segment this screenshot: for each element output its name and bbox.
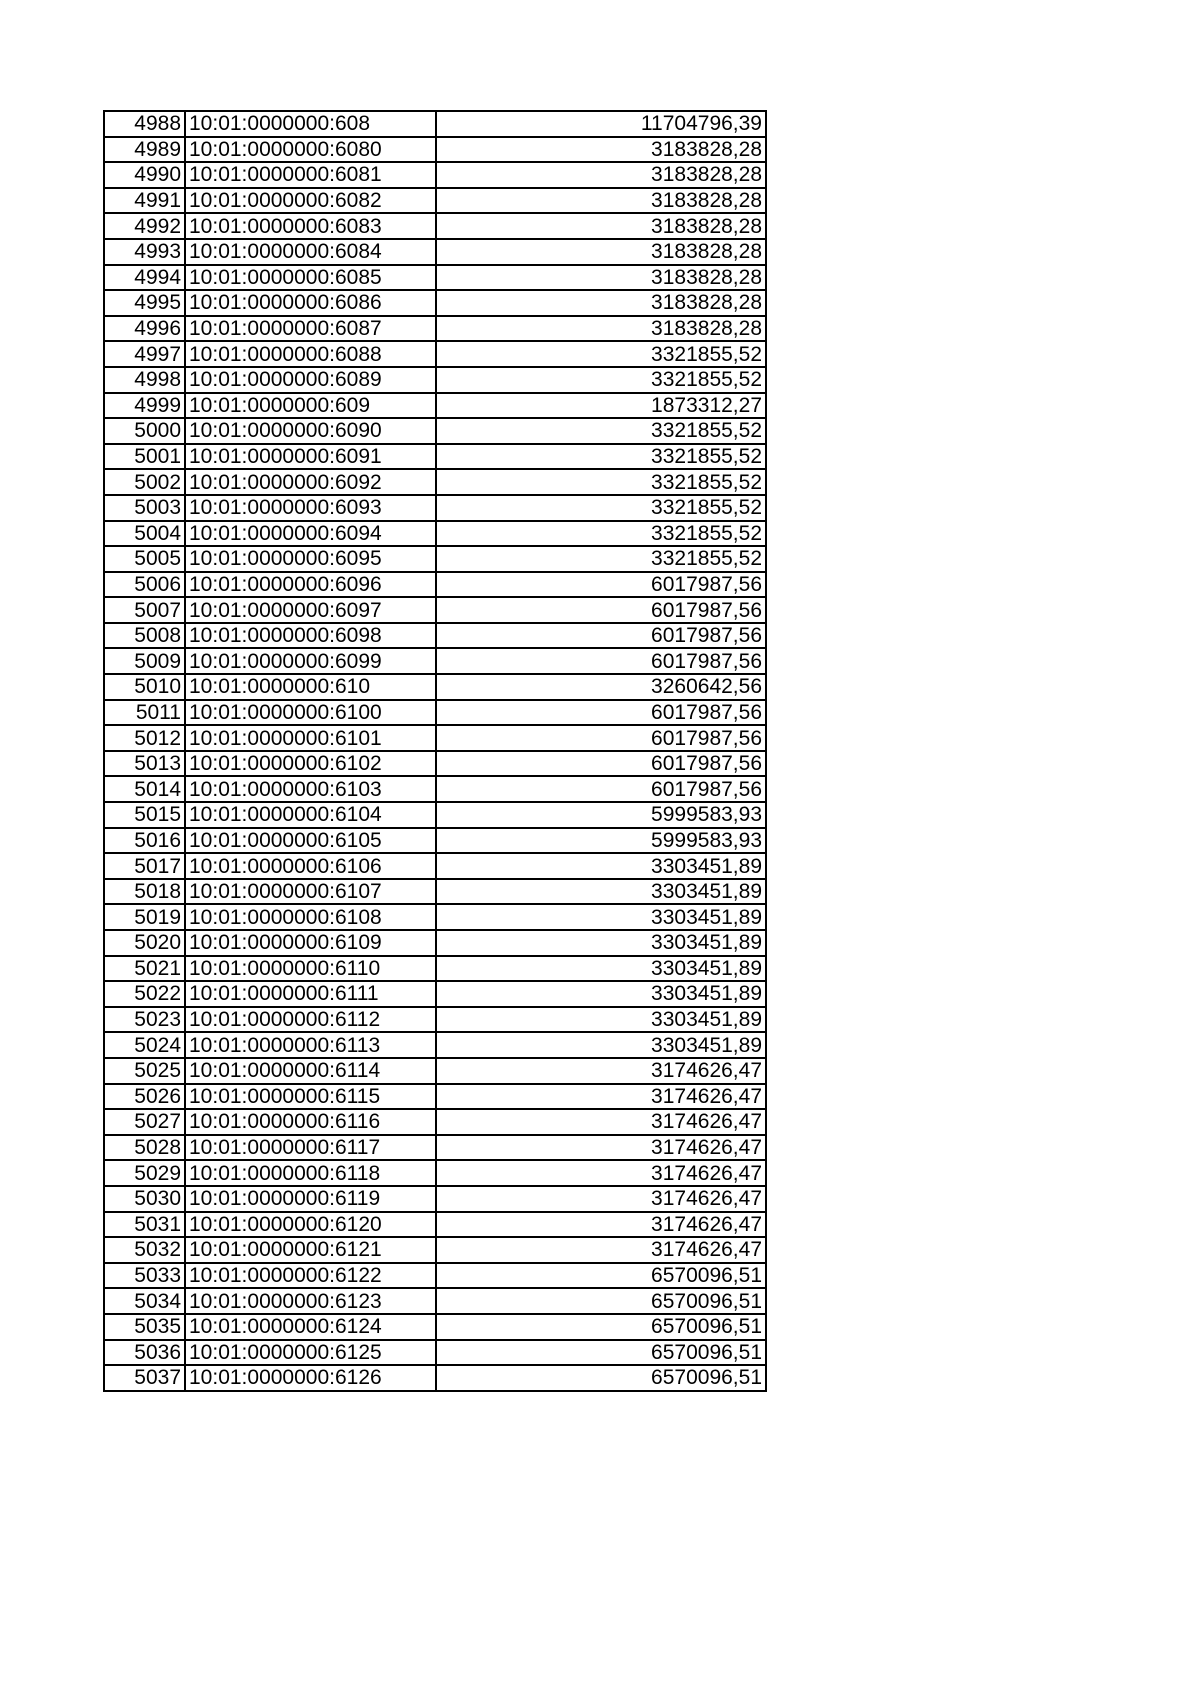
table-row (104, 700, 766, 726)
value-cell: 3303451,89 (436, 981, 766, 1007)
cadastral-number-cell: 10:01:0000000:6104 (185, 802, 436, 828)
table-row (104, 1109, 766, 1135)
table-row (104, 623, 766, 649)
value-cell: 3174626,47 (436, 1058, 766, 1084)
value-cell: 3321855,52 (436, 521, 766, 547)
table-row (104, 137, 766, 163)
cadastral-number-cell: 10:01:0000000:6111 (185, 981, 436, 1007)
table-row (104, 853, 766, 879)
table-row (104, 1007, 766, 1033)
row-number-cell: 4997 (104, 341, 185, 367)
value-cell: 5999583,93 (436, 802, 766, 828)
row-number-cell: 5022 (104, 981, 185, 1007)
table-row (104, 1135, 766, 1161)
table-row (104, 418, 766, 444)
value-cell: 3260642,56 (436, 674, 766, 700)
table-row (104, 981, 766, 1007)
table-row (104, 1212, 766, 1238)
value-cell: 6570096,51 (436, 1314, 766, 1340)
value-cell: 3174626,47 (436, 1186, 766, 1212)
row-number-cell: 5009 (104, 648, 185, 674)
row-number-cell: 4998 (104, 367, 185, 393)
cadastral-number-cell: 10:01:0000000:6081 (185, 162, 436, 188)
table-row (104, 316, 766, 342)
value-cell: 11704796,39 (436, 111, 766, 137)
table-row (104, 393, 766, 419)
row-number-cell: 5004 (104, 521, 185, 547)
row-number-cell: 5007 (104, 597, 185, 623)
value-cell: 3303451,89 (436, 1032, 766, 1058)
table-row (104, 1288, 766, 1314)
value-cell: 3321855,52 (436, 444, 766, 470)
row-number-cell: 4989 (104, 137, 185, 163)
table-row (104, 1160, 766, 1186)
value-cell: 1873312,27 (436, 393, 766, 419)
cadastral-number-cell: 10:01:0000000:6093 (185, 495, 436, 521)
cadastral-number-cell: 10:01:0000000:610 (185, 674, 436, 700)
table-row (104, 1314, 766, 1340)
value-cell: 6017987,56 (436, 776, 766, 802)
cadastral-number-cell: 10:01:0000000:6106 (185, 853, 436, 879)
value-cell: 3321855,52 (436, 546, 766, 572)
cadastral-number-cell: 10:01:0000000:6087 (185, 316, 436, 342)
table-row (104, 904, 766, 930)
value-cell: 6017987,56 (436, 751, 766, 777)
table-row (104, 521, 766, 547)
cadastral-number-cell: 10:01:0000000:6121 (185, 1237, 436, 1263)
row-number-cell: 5012 (104, 725, 185, 751)
row-number-cell: 5025 (104, 1058, 185, 1084)
value-cell: 6570096,51 (436, 1288, 766, 1314)
row-number-cell: 5018 (104, 879, 185, 905)
value-cell: 3183828,28 (436, 162, 766, 188)
cadastral-number-cell: 10:01:0000000:6085 (185, 265, 436, 291)
value-cell: 3174626,47 (436, 1109, 766, 1135)
table-row (104, 956, 766, 982)
value-cell: 3174626,47 (436, 1135, 766, 1161)
row-number-cell: 4993 (104, 239, 185, 265)
table-row (104, 1237, 766, 1263)
table-row (104, 572, 766, 598)
value-cell: 3321855,52 (436, 418, 766, 444)
cadastral-number-cell: 10:01:0000000:6082 (185, 188, 436, 214)
row-number-cell: 5010 (104, 674, 185, 700)
row-number-cell: 5034 (104, 1288, 185, 1314)
value-cell: 3303451,89 (436, 879, 766, 905)
row-number-cell: 5024 (104, 1032, 185, 1058)
row-number-cell: 5032 (104, 1237, 185, 1263)
cadastral-number-cell: 10:01:0000000:6120 (185, 1212, 436, 1238)
cadastral-number-cell: 10:01:0000000:6092 (185, 469, 436, 495)
value-cell: 3183828,28 (436, 316, 766, 342)
row-number-cell: 5008 (104, 623, 185, 649)
cadastral-number-cell: 10:01:0000000:6112 (185, 1007, 436, 1033)
row-number-cell: 5030 (104, 1186, 185, 1212)
cadastral-number-cell: 10:01:0000000:6110 (185, 956, 436, 982)
cadastral-number-cell: 10:01:0000000:6122 (185, 1263, 436, 1289)
cadastral-number-cell: 10:01:0000000:608 (185, 111, 436, 137)
row-number-cell: 5015 (104, 802, 185, 828)
cadastral-number-cell: 10:01:0000000:6102 (185, 751, 436, 777)
value-cell: 3321855,52 (436, 367, 766, 393)
table-row (104, 1186, 766, 1212)
row-number-cell: 5035 (104, 1314, 185, 1340)
value-cell: 3183828,28 (436, 137, 766, 163)
cadastral-number-cell: 10:01:0000000:6115 (185, 1084, 436, 1110)
table-row (104, 188, 766, 214)
value-cell: 6017987,56 (436, 648, 766, 674)
row-number-cell: 5003 (104, 495, 185, 521)
table-row (104, 1365, 766, 1391)
row-number-cell: 4990 (104, 162, 185, 188)
table-row (104, 1340, 766, 1366)
row-number-cell: 5036 (104, 1340, 185, 1366)
table-row (104, 546, 766, 572)
value-cell: 3174626,47 (436, 1212, 766, 1238)
table-row (104, 265, 766, 291)
value-cell: 3321855,52 (436, 469, 766, 495)
row-number-cell: 4994 (104, 265, 185, 291)
table-row (104, 776, 766, 802)
row-number-cell: 5020 (104, 930, 185, 956)
value-cell: 5999583,93 (436, 828, 766, 854)
row-number-cell: 5028 (104, 1135, 185, 1161)
data-table-body (104, 111, 766, 1391)
cadastral-number-cell: 10:01:0000000:6126 (185, 1365, 436, 1391)
table-row (104, 239, 766, 265)
table-row (104, 674, 766, 700)
row-number-cell: 4995 (104, 290, 185, 316)
table-row (104, 930, 766, 956)
value-cell: 3303451,89 (436, 956, 766, 982)
cadastral-number-cell: 10:01:0000000:6117 (185, 1135, 436, 1161)
data-table (103, 110, 767, 1392)
table-row (104, 802, 766, 828)
value-cell: 3303451,89 (436, 930, 766, 956)
value-cell: 6017987,56 (436, 597, 766, 623)
table-row (104, 444, 766, 470)
cadastral-number-cell: 10:01:0000000:6080 (185, 137, 436, 163)
row-number-cell: 5014 (104, 776, 185, 802)
value-cell: 3183828,28 (436, 213, 766, 239)
row-number-cell: 5026 (104, 1084, 185, 1110)
row-number-cell: 5016 (104, 828, 185, 854)
cadastral-number-cell: 10:01:0000000:6096 (185, 572, 436, 598)
table-row (104, 751, 766, 777)
cadastral-number-cell: 10:01:0000000:6083 (185, 213, 436, 239)
value-cell: 6017987,56 (436, 725, 766, 751)
table-row (104, 290, 766, 316)
row-number-cell: 5037 (104, 1365, 185, 1391)
row-number-cell: 5021 (104, 956, 185, 982)
cadastral-number-cell: 10:01:0000000:6097 (185, 597, 436, 623)
table-row (104, 213, 766, 239)
cadastral-number-cell: 10:01:0000000:6088 (185, 341, 436, 367)
cadastral-number-cell: 10:01:0000000:6089 (185, 367, 436, 393)
cadastral-number-cell: 10:01:0000000:6116 (185, 1109, 436, 1135)
cadastral-number-cell: 10:01:0000000:6123 (185, 1288, 436, 1314)
row-number-cell: 5023 (104, 1007, 185, 1033)
cadastral-number-cell: 10:01:0000000:6107 (185, 879, 436, 905)
table-row (104, 495, 766, 521)
cadastral-number-cell: 10:01:0000000:6114 (185, 1058, 436, 1084)
cadastral-number-cell: 10:01:0000000:6113 (185, 1032, 436, 1058)
value-cell: 6017987,56 (436, 700, 766, 726)
cadastral-number-cell: 10:01:0000000:6094 (185, 521, 436, 547)
cadastral-number-cell: 10:01:0000000:6086 (185, 290, 436, 316)
row-number-cell: 5031 (104, 1212, 185, 1238)
value-cell: 6017987,56 (436, 572, 766, 598)
cadastral-number-cell: 10:01:0000000:6090 (185, 418, 436, 444)
row-number-cell: 5011 (104, 700, 185, 726)
value-cell: 3183828,28 (436, 265, 766, 291)
value-cell: 3183828,28 (436, 239, 766, 265)
table-row (104, 1263, 766, 1289)
cadastral-number-cell: 10:01:0000000:6124 (185, 1314, 436, 1340)
row-number-cell: 5002 (104, 469, 185, 495)
row-number-cell: 5005 (104, 546, 185, 572)
cadastral-number-cell: 10:01:0000000:6119 (185, 1186, 436, 1212)
row-number-cell: 5017 (104, 853, 185, 879)
cadastral-number-cell: 10:01:0000000:6125 (185, 1340, 436, 1366)
table-row (104, 162, 766, 188)
cadastral-number-cell: 10:01:0000000:6118 (185, 1160, 436, 1186)
value-cell: 3174626,47 (436, 1084, 766, 1110)
cadastral-number-cell: 10:01:0000000:6091 (185, 444, 436, 470)
cadastral-number-cell: 10:01:0000000:6109 (185, 930, 436, 956)
cadastral-number-cell: 10:01:0000000:6108 (185, 904, 436, 930)
table-row (104, 341, 766, 367)
value-cell: 3183828,28 (436, 290, 766, 316)
table-row (104, 879, 766, 905)
cadastral-number-cell: 10:01:0000000:609 (185, 393, 436, 419)
table-row (104, 111, 766, 137)
table-row (104, 725, 766, 751)
value-cell: 3183828,28 (436, 188, 766, 214)
table-row (104, 1058, 766, 1084)
value-cell: 3303451,89 (436, 904, 766, 930)
value-cell: 3174626,47 (436, 1237, 766, 1263)
cadastral-number-cell: 10:01:0000000:6101 (185, 725, 436, 751)
row-number-cell: 5001 (104, 444, 185, 470)
row-number-cell: 4991 (104, 188, 185, 214)
cadastral-number-cell: 10:01:0000000:6103 (185, 776, 436, 802)
row-number-cell: 5033 (104, 1263, 185, 1289)
row-number-cell: 5013 (104, 751, 185, 777)
row-number-cell: 5006 (104, 572, 185, 598)
value-cell: 6017987,56 (436, 623, 766, 649)
row-number-cell: 4996 (104, 316, 185, 342)
table-row (104, 828, 766, 854)
value-cell: 6570096,51 (436, 1263, 766, 1289)
value-cell: 3321855,52 (436, 495, 766, 521)
value-cell: 6570096,51 (436, 1340, 766, 1366)
value-cell: 3303451,89 (436, 853, 766, 879)
cadastral-number-cell: 10:01:0000000:6084 (185, 239, 436, 265)
cadastral-number-cell: 10:01:0000000:6098 (185, 623, 436, 649)
value-cell: 3321855,52 (436, 341, 766, 367)
table-row (104, 469, 766, 495)
value-cell: 6570096,51 (436, 1365, 766, 1391)
cadastral-number-cell: 10:01:0000000:6100 (185, 700, 436, 726)
row-number-cell: 5029 (104, 1160, 185, 1186)
table-row (104, 597, 766, 623)
row-number-cell: 5000 (104, 418, 185, 444)
value-cell: 3174626,47 (436, 1160, 766, 1186)
table-row (104, 1084, 766, 1110)
row-number-cell: 4999 (104, 393, 185, 419)
row-number-cell: 5027 (104, 1109, 185, 1135)
cadastral-number-cell: 10:01:0000000:6105 (185, 828, 436, 854)
table-row (104, 1032, 766, 1058)
row-number-cell: 4992 (104, 213, 185, 239)
cadastral-number-cell: 10:01:0000000:6099 (185, 648, 436, 674)
value-cell: 3303451,89 (436, 1007, 766, 1033)
row-number-cell: 4988 (104, 111, 185, 137)
row-number-cell: 5019 (104, 904, 185, 930)
table-row (104, 648, 766, 674)
table-row (104, 367, 766, 393)
cadastral-number-cell: 10:01:0000000:6095 (185, 546, 436, 572)
